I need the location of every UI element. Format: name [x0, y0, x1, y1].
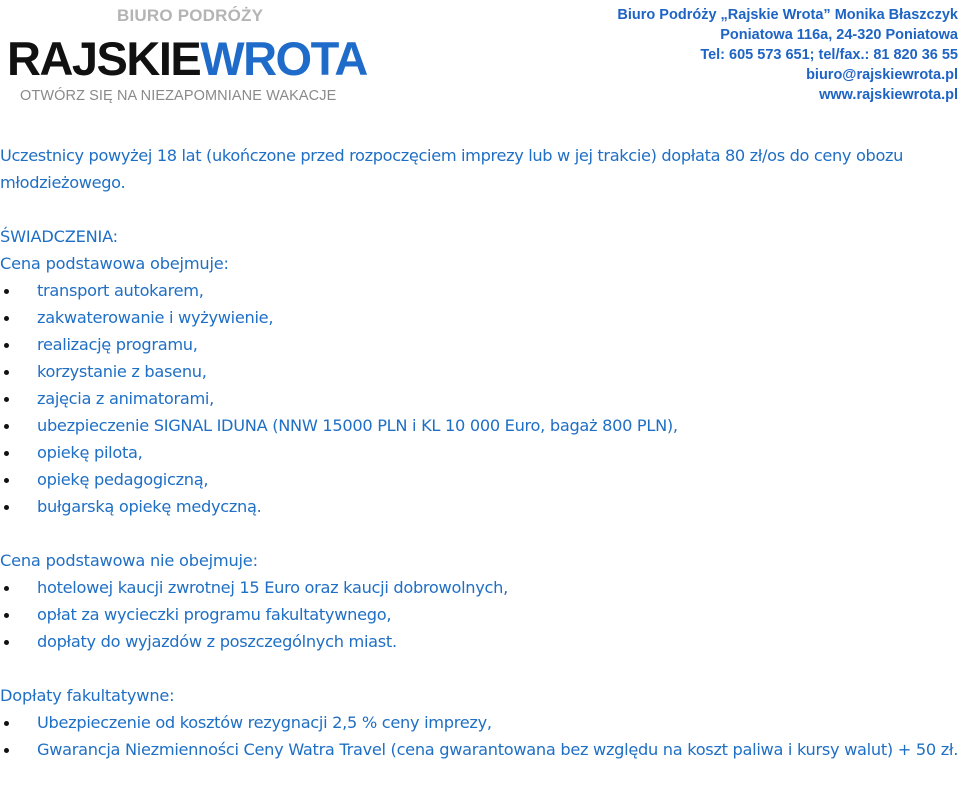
list-item: opiekę pilota, — [0, 439, 960, 466]
section-title: ŚWIADCZENIA: — [0, 227, 118, 246]
logo-part-black: RAJSKIE — [7, 32, 201, 85]
list-item: zajęcia z animatorami, — [0, 385, 960, 412]
letterhead — [0, 0, 960, 115]
contact-email[interactable]: biuro@rajskiewrota.pl — [806, 67, 958, 83]
list-item: realizację programu, — [0, 331, 960, 358]
list-item: transport autokarem, — [0, 277, 960, 304]
logo — [7, 33, 367, 85]
contact-block — [617, 5, 958, 105]
contact-company: Biuro Podróży „Rajskie Wrota” Monika Błaszczyk — [617, 7, 958, 23]
list-item: dopłaty do wyjazdów z poszczególnych miast. — [0, 628, 960, 655]
included-heading: Cena podstawowa obejmuje: — [0, 254, 229, 273]
list-item: opłat za wycieczki programu fakultatywnego, — [0, 601, 960, 628]
optional-list — [0, 709, 960, 763]
list-item: korzystanie z basenu, — [0, 358, 960, 385]
logo-part-blue: WROTA — [200, 32, 367, 85]
contact-phone: Tel: 605 573 651; tel/fax.: 81 820 36 55 — [700, 47, 958, 63]
optional-heading: Dopłaty fakultatywne: — [0, 686, 175, 705]
list-item: zakwaterowanie i wyżywienie, — [0, 304, 960, 331]
list-item: Ubezpieczenie od kosztów rezygnacji 2,5 % ceny imprezy, — [0, 709, 960, 736]
list-item: Gwarancja Niezmienności Ceny Watra Travel (cena gwarantowana bez względu na koszt paliwa i kursy walut) + 50 zł. — [0, 736, 960, 763]
excluded-heading: Cena podstawowa nie obejmuje: — [0, 551, 258, 570]
intro-paragraph: Uczestnicy powyżej 18 lat (ukończone przed rozpoczęciem imprezy lub w jej trakcie) dopłata 80 zł/os do ceny obozu młodzieżowego. — [0, 146, 904, 192]
list-item: opiekę pedagogiczną, — [0, 466, 960, 493]
list-item: bułgarską opiekę medyczną. — [0, 493, 960, 520]
included-list — [0, 277, 960, 520]
brand-subtitle: BIURO PODRÓŻY — [117, 6, 264, 25]
document-body — [0, 142, 960, 790]
list-item: hotelowej kaucji zwrotnej 15 Euro oraz kaucji dobrowolnych, — [0, 574, 960, 601]
list-item: ubezpieczenie SIGNAL IDUNA (NNW 15000 PLN i KL 10 000 Euro, bagaż 800 PLN), — [0, 412, 960, 439]
contact-address: Poniatowa 116a, 24-320 Poniatowa — [720, 27, 958, 43]
contact-website[interactable]: www.rajskiewrota.pl — [819, 87, 958, 103]
excluded-list — [0, 574, 960, 655]
tagline: OTWÓRZ SIĘ NA NIEZAPOMNIANE WAKACJE — [20, 88, 337, 104]
